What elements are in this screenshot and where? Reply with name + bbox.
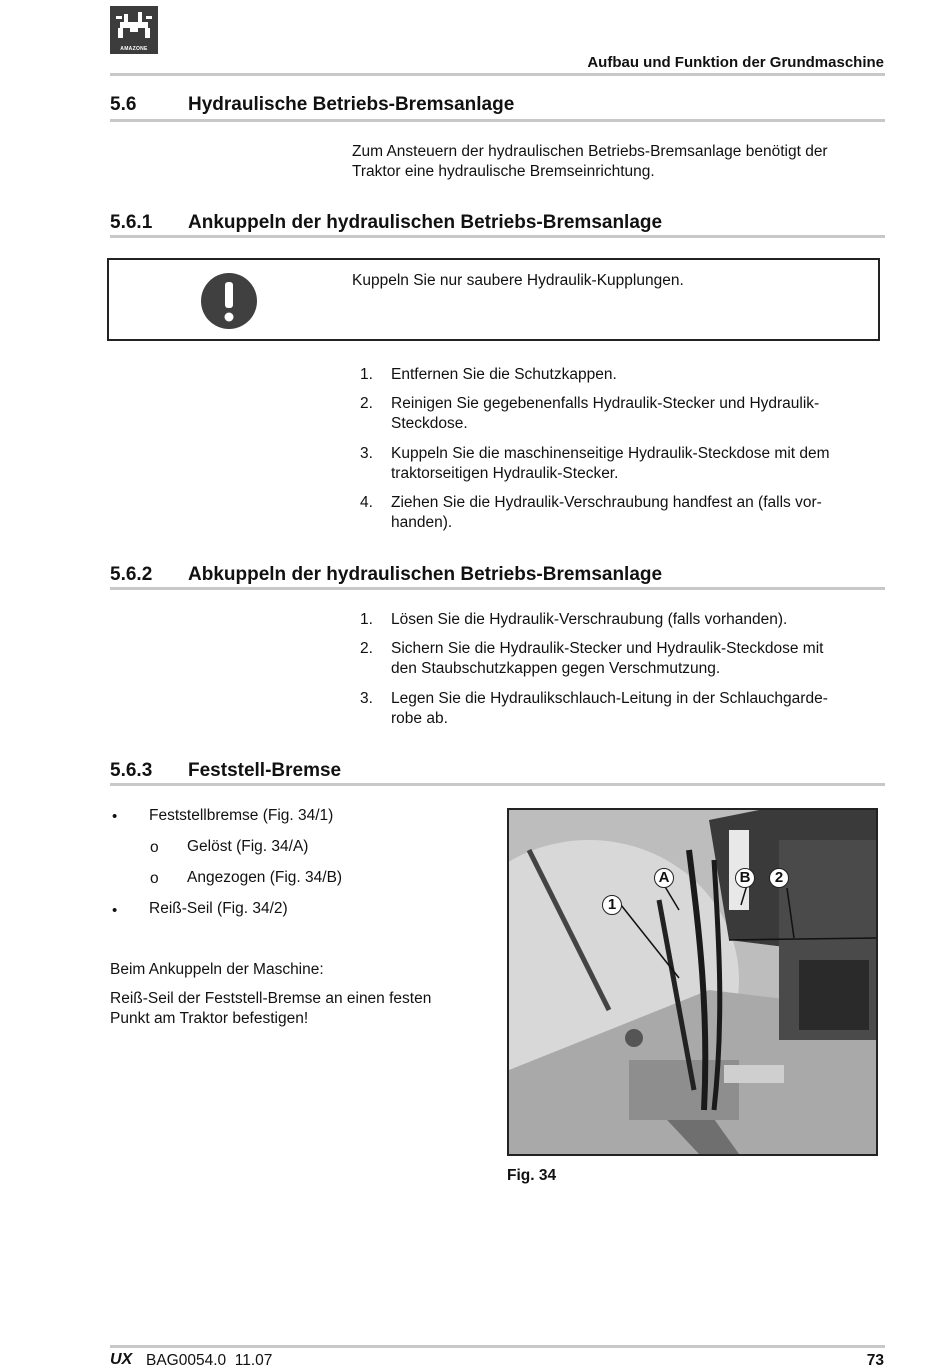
step-text: den Staubschutzkappen gegen Verschmutzung. — [391, 660, 721, 677]
subsection-rule — [110, 235, 885, 238]
callout-1: 1 — [602, 895, 622, 915]
footer-model: UX — [110, 1351, 133, 1368]
step-number: 1. — [360, 611, 373, 628]
exclamation-icon — [200, 272, 258, 330]
callout-b: B — [735, 868, 755, 888]
step-text: robe ab. — [391, 710, 448, 727]
running-header: Aufbau und Funktion der Grundmaschine — [587, 54, 884, 71]
paragraph: Beim Ankuppeln der Maschine: — [110, 961, 324, 978]
bullet-glyph: • — [112, 902, 118, 919]
step-text: Legen Sie die Hydraulikschlauch-Leitung in der Schlauchgarde- — [391, 690, 828, 707]
amazone-logo — [110, 6, 158, 54]
list-item — [360, 610, 890, 639]
bullet-text: Reiß-Seil (Fig. 34/2) — [149, 900, 288, 917]
list-item — [360, 444, 890, 493]
footer-doc-code: BAG0054.0 11.07 — [146, 1352, 273, 1369]
step-number: 3. — [360, 690, 373, 707]
bullet-glyph: • — [112, 808, 118, 825]
subsection-rule — [110, 783, 885, 786]
page-number: 73 — [866, 1352, 884, 1369]
footer-rule — [110, 1345, 885, 1348]
step-text: Entfernen Sie die Schutzkappen. — [391, 366, 617, 383]
list-item — [360, 365, 890, 394]
list-item — [360, 394, 890, 444]
section-number: 5.6 — [110, 94, 137, 115]
subsection-number: 5.6.2 — [110, 564, 153, 585]
step-number: 1. — [360, 366, 373, 383]
step-text: Kuppeln Sie die maschinenseitige Hydraulik-Steckdose mit dem — [391, 445, 830, 462]
list-item — [360, 493, 890, 538]
step-text: Lösen Sie die Hydraulik-Verschraubung (falls vorhanden). — [391, 611, 788, 628]
sub-bullet-glyph: ο — [150, 870, 159, 887]
sub-bullet-glyph: ο — [150, 839, 159, 856]
figure-photo — [507, 808, 878, 1156]
paragraph-line: Punkt am Traktor befestigen! — [110, 1010, 309, 1027]
step-number: 2. — [360, 640, 373, 657]
subsection-number: 5.6.1 — [110, 212, 153, 233]
parking-brake-photo — [509, 810, 876, 1154]
list-item — [360, 689, 890, 734]
paragraph-line: Reiß-Seil der Feststell-Bremse an einen festen — [110, 990, 432, 1007]
subsection-title: Feststell-Bremse — [188, 760, 342, 781]
step-number: 3. — [360, 445, 373, 462]
notice-box — [107, 258, 880, 341]
sub-bullet-text: Angezogen (Fig. 34/B) — [187, 869, 343, 886]
step-text: Sichern Sie die Hydraulik-Stecker und Hydraulik-Steckdose mit — [391, 640, 824, 657]
paragraph — [110, 989, 431, 1029]
coupling-steps-list — [360, 365, 890, 538]
intro-line: Traktor eine hydraulische Bremseinrichtung. — [352, 163, 655, 180]
bullet-text: Feststellbremse (Fig. 34/1) — [149, 807, 334, 824]
list-item — [360, 639, 890, 689]
notice-text: Kuppeln Sie nur saubere Hydraulik-Kupplungen. — [352, 272, 684, 289]
callout-a: A — [654, 868, 674, 888]
sub-bullet-text: Gelöst (Fig. 34/A) — [187, 838, 309, 855]
subsection-rule — [110, 587, 885, 590]
header-rule — [110, 73, 885, 76]
section-rule — [110, 119, 885, 122]
step-number: 2. — [360, 395, 373, 412]
callout-2: 2 — [769, 868, 789, 888]
figure-caption: Fig. 34 — [507, 1167, 557, 1184]
subsection-title: Abkuppeln der hydraulischen Betriebs-Bremsanlage — [188, 564, 663, 585]
step-text: Ziehen Sie die Hydraulik-Verschraubung handfest an (falls vor- — [391, 494, 822, 511]
section-title: Hydraulische Betriebs-Bremsanlage — [188, 94, 515, 115]
tractor-symbol-icon — [110, 6, 158, 46]
step-number: 4. — [360, 494, 373, 511]
step-text: Steckdose. — [391, 415, 468, 432]
logo-text: AMAZONE — [120, 46, 148, 52]
step-text: handen). — [391, 514, 453, 531]
section-intro — [352, 142, 892, 182]
subsection-title: Ankuppeln der hydraulischen Betriebs-Bremsanlage — [188, 212, 663, 233]
step-text: Reinigen Sie gegebenenfalls Hydraulik-Stecker und Hydraulik- — [391, 395, 820, 412]
subsection-number: 5.6.3 — [110, 760, 153, 781]
uncoupling-steps-list — [360, 610, 890, 734]
step-text: traktorseitigen Hydraulik-Stecker. — [391, 465, 619, 482]
intro-line: Zum Ansteuern der hydraulischen Betriebs-Bremsanlage benötigt der — [352, 143, 828, 160]
